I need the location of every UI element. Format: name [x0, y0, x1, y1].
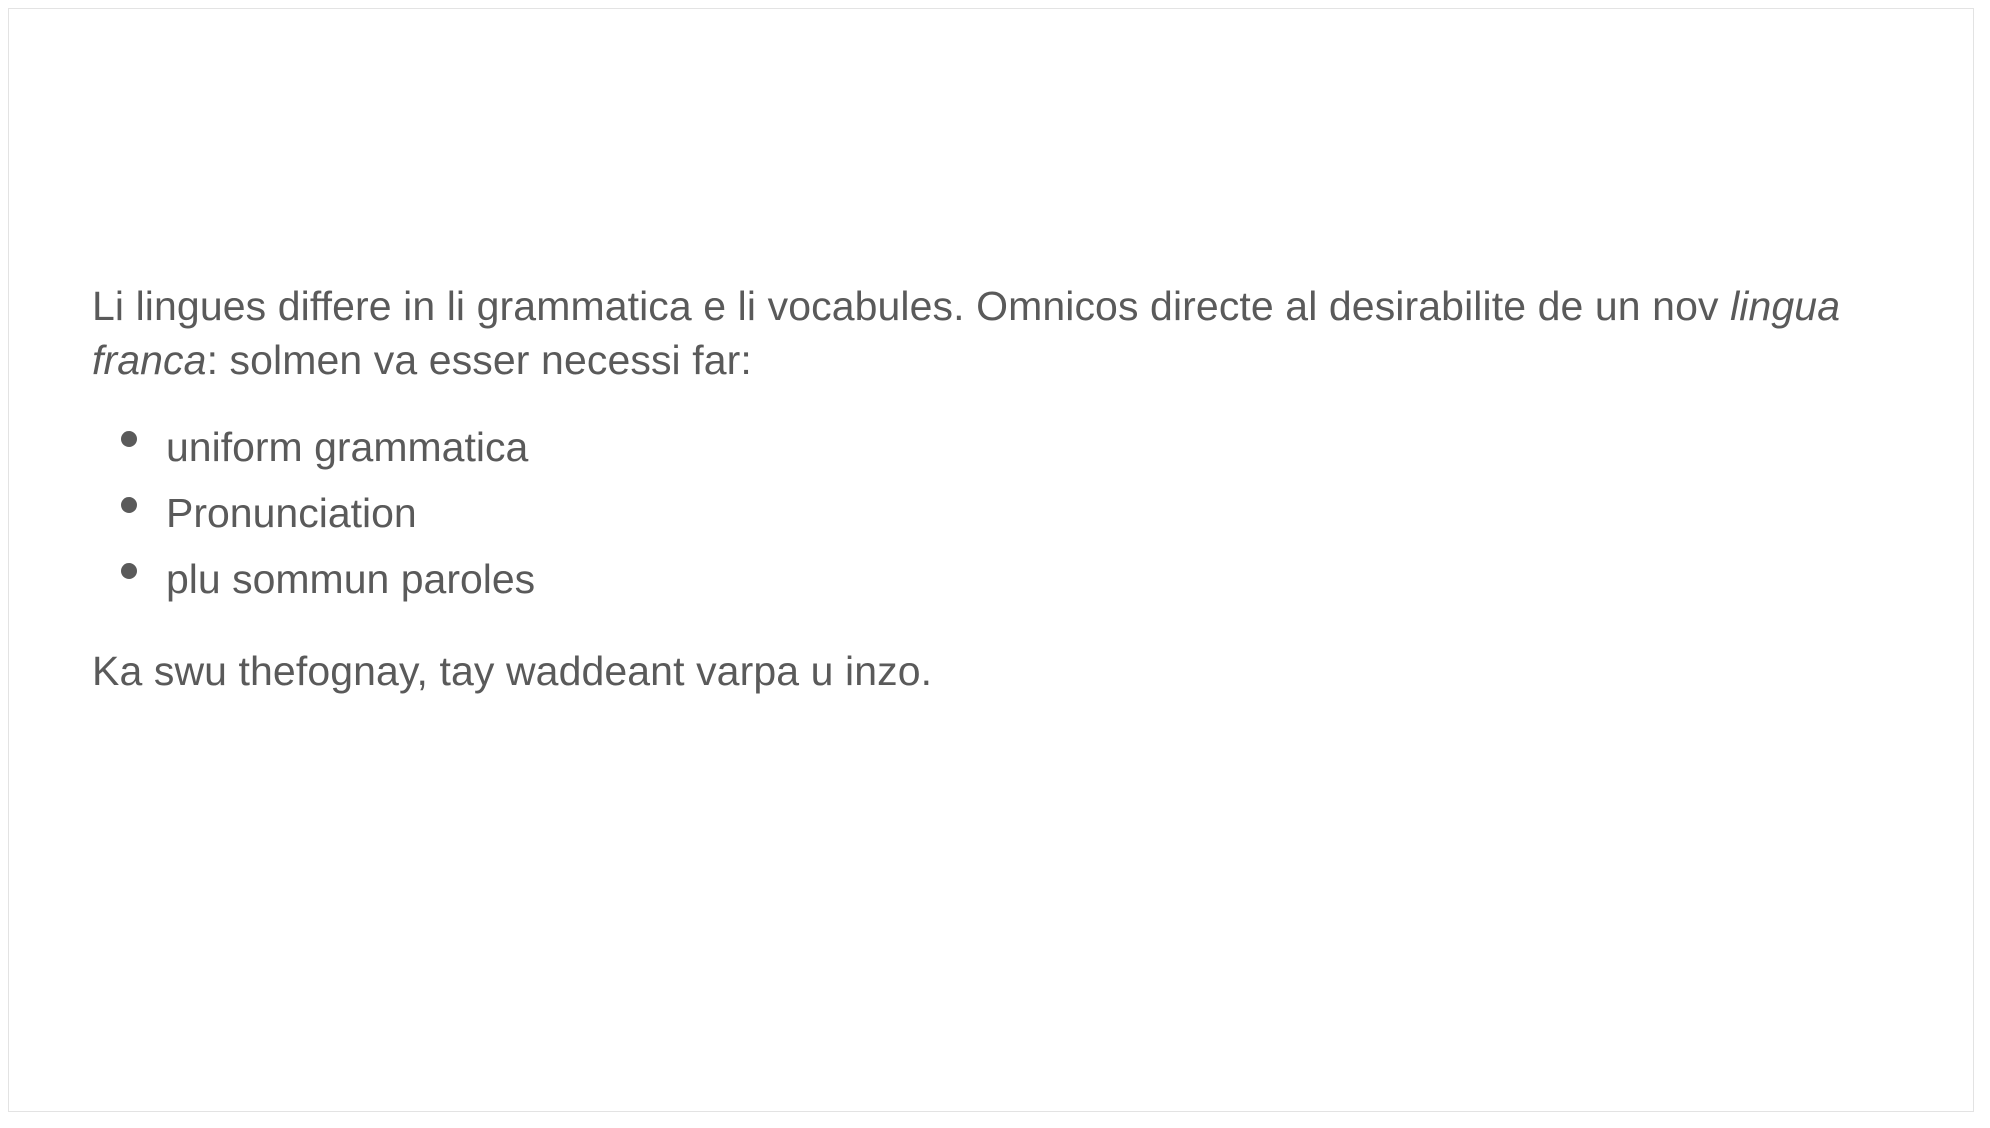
slide-canvas — [8, 8, 1974, 1112]
intro-paragraph — [92, 279, 1902, 387]
intro-text-italic: lingua franca — [92, 283, 1841, 384]
list-item — [92, 490, 1902, 537]
bullet-list — [92, 424, 1902, 603]
bullet-point-icon — [92, 559, 166, 579]
list-item-label: plu sommun paroles — [166, 556, 536, 603]
closing-paragraph: Ka swu thefognay, tay waddeant varpa u inzo. — [92, 648, 933, 695]
list-item-label: Pronunciation — [166, 490, 417, 537]
list-item-label: uniform grammatica — [166, 424, 529, 471]
bullet-point-icon — [92, 493, 166, 513]
intro-text-before-italic: Li lingues differe in li grammatica e li vocabules. Omnicos directe al desirabilite de un nov — [92, 283, 1731, 329]
intro-text-after-italic: : solmen va esser necessi far: — [206, 337, 752, 384]
list-item — [92, 424, 1902, 471]
slide-content-block — [92, 279, 1902, 698]
bullet-point-icon — [92, 427, 166, 447]
list-item — [92, 556, 1902, 603]
